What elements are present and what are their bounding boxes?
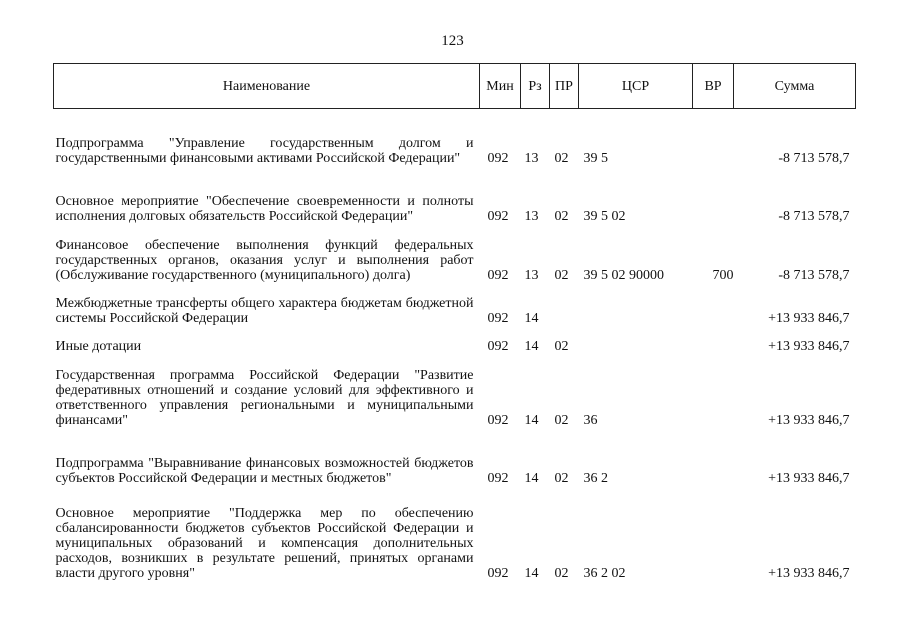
- row-min: 092: [487, 338, 509, 354]
- column-header-rz: Рз: [521, 64, 550, 109]
- row-vr: [693, 354, 734, 428]
- row-pr: 02: [554, 470, 569, 486]
- table-row: [54, 109, 856, 166]
- column-header-min: Мин: [480, 64, 521, 109]
- table-header-row: [54, 64, 856, 109]
- row-csr: 39 5: [583, 150, 608, 166]
- table-row: [54, 486, 856, 581]
- row-min: 092: [487, 150, 509, 166]
- row-sum: +13 933 846,7: [768, 470, 850, 486]
- table-row: [54, 326, 856, 354]
- row-sum: -8 713 578,7: [778, 267, 850, 283]
- row-rz: 13: [524, 208, 539, 224]
- row-rz: 14: [524, 565, 539, 581]
- table-row: [54, 283, 856, 326]
- row-vr: [693, 486, 734, 581]
- column-header-name: Наименование: [54, 64, 480, 109]
- table-row: [54, 224, 856, 283]
- table-row: [54, 428, 856, 486]
- row-name: Основное мероприятие "Обеспечение своевременности и полноты исполнения долговых обязательств Российской Федерации": [55, 193, 474, 224]
- row-sum: +13 933 846,7: [768, 565, 850, 581]
- row-csr: 39 5 02 90000: [583, 267, 664, 283]
- row-rz: 13: [524, 267, 539, 283]
- row-pr: 02: [554, 150, 569, 166]
- row-rz: 14: [524, 338, 539, 354]
- table-row: [54, 354, 856, 428]
- row-csr: [579, 326, 693, 354]
- column-header-csr: ЦСР: [579, 64, 693, 109]
- row-vr: [693, 166, 734, 224]
- row-vr: [693, 283, 734, 326]
- row-name: Финансовое обеспечение выполнения функций федеральных государственных органов, оказания услуг и выполнения работ (Обслуживание государственного (муниципального) долга): [55, 237, 474, 283]
- row-name: Подпрограмма "Управление государственным долгом и государственными финансовыми активами Российской Федерации": [55, 135, 474, 166]
- row-name: Основное мероприятие "Поддержка мер по обеспечению сбалансированности бюджетов субъектов Российской Федерации и муниципальных образований и компенсация дополнительных расходов, возникших в результате решений, принятых органами власти другого уровня": [55, 505, 474, 581]
- row-min: 092: [487, 267, 509, 283]
- row-pr: 02: [554, 338, 569, 354]
- row-name: Межбюджетные трансферты общего характера бюджетам бюджетной системы Российской Федерации: [55, 295, 474, 326]
- row-pr: 02: [554, 565, 569, 581]
- table-row: [54, 166, 856, 224]
- budget-table: [53, 63, 856, 581]
- row-sum: +13 933 846,7: [768, 310, 850, 326]
- row-min: 092: [487, 470, 509, 486]
- row-vr: 700: [712, 267, 734, 283]
- column-header-pr: ПР: [550, 64, 579, 109]
- row-pr: 02: [554, 267, 569, 283]
- row-csr: [579, 283, 693, 326]
- row-vr: [693, 109, 734, 166]
- row-sum: +13 933 846,7: [768, 412, 850, 428]
- row-sum: -8 713 578,7: [778, 150, 850, 166]
- row-vr: [693, 428, 734, 486]
- row-name: Иные дотации: [55, 338, 142, 354]
- row-name: Государственная программа Российской Федерации "Развитие федеративных отношений и создание условий для эффективного и ответственного управления региональными и муниципальными финансами": [55, 367, 474, 428]
- row-csr: 36 2 02: [583, 565, 626, 581]
- row-pr: 02: [554, 208, 569, 224]
- column-header-sum: Сумма: [734, 64, 856, 109]
- page-number: 123: [441, 33, 464, 49]
- row-pr: [550, 283, 579, 326]
- row-vr: [693, 326, 734, 354]
- row-csr: 36: [583, 412, 598, 428]
- row-min: 092: [487, 565, 509, 581]
- row-min: 092: [487, 310, 509, 326]
- row-rz: 14: [524, 412, 539, 428]
- row-name: Подпрограмма "Выравнивание финансовых возможностей бюджетов субъектов Российской Федерации и местных бюджетов": [55, 455, 474, 486]
- row-rz: 13: [524, 150, 539, 166]
- row-pr: 02: [554, 412, 569, 428]
- row-rz: 14: [524, 470, 539, 486]
- row-min: 092: [487, 208, 509, 224]
- column-header-vr: ВР: [693, 64, 734, 109]
- row-csr: 39 5 02: [583, 208, 626, 224]
- row-sum: -8 713 578,7: [778, 208, 850, 224]
- row-sum: +13 933 846,7: [768, 338, 850, 354]
- row-rz: 14: [524, 310, 539, 326]
- row-min: 092: [487, 412, 509, 428]
- row-csr: 36 2: [583, 470, 608, 486]
